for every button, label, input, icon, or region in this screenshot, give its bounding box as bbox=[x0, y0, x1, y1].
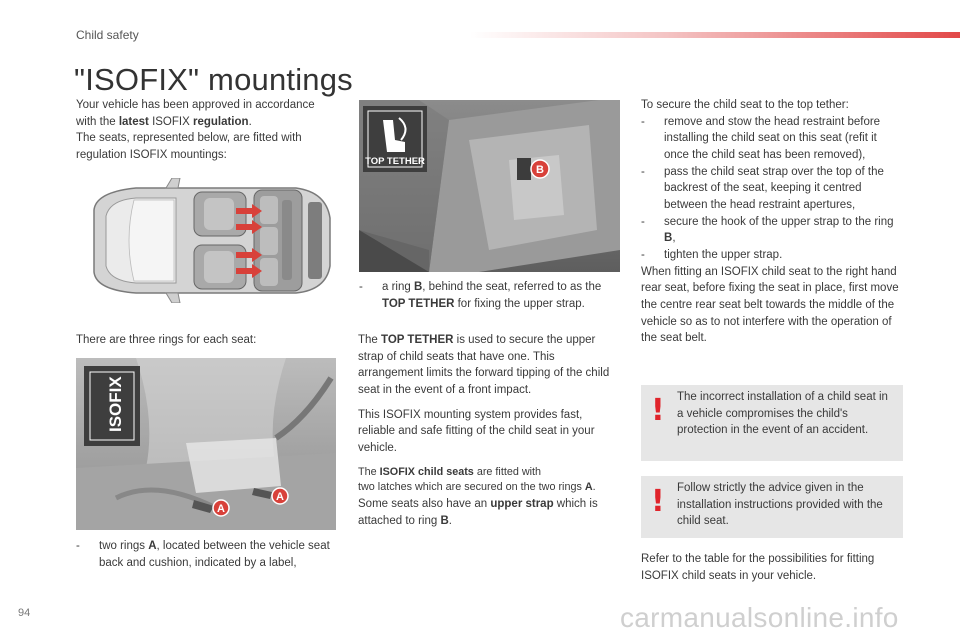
intro-line-2: with the latest ISOFIX regulation. bbox=[76, 115, 252, 128]
top-tether-instructions bbox=[641, 97, 903, 347]
page-number: 94 bbox=[18, 607, 31, 619]
child-seats-paragraph: The ISOFIX child seats are fitted with two latches which are secured on the two rings A. bbox=[358, 465, 596, 494]
section-title: Child safety bbox=[76, 28, 139, 42]
ring-b-marker: B bbox=[536, 164, 544, 176]
top-tether-block bbox=[358, 332, 613, 529]
ring-a-marker-1: A bbox=[217, 503, 225, 515]
ring-a-marker-2: A bbox=[276, 491, 284, 503]
car-top-view-illustration bbox=[76, 178, 338, 303]
intro-block bbox=[76, 97, 346, 164]
top-tether-paragraph: The TOP TETHER is used to secure the upper strap of child seats that have one. This arrangement limits the forward tipping of the child seat in the event of a front impact. bbox=[358, 334, 610, 397]
warning-box-2 bbox=[641, 476, 903, 538]
warning-text-1: The incorrect installation of a child seat in a vehicle compromises the child's protection in the event of an accident. bbox=[677, 391, 888, 437]
header-accent-bar bbox=[470, 32, 960, 38]
rings-intro: There are three rings for each seat: bbox=[76, 334, 257, 346]
step-3: - secure the hook of the upper strap to the ring B, bbox=[641, 215, 894, 245]
isofix-seat-photo bbox=[76, 358, 336, 530]
warning-icon: ! bbox=[651, 484, 665, 519]
instructions-intro: To secure the child seat to the top tether: bbox=[641, 99, 849, 111]
top-tether-label-text: TOP TETHER bbox=[365, 156, 425, 167]
item-rings-a: - two rings A, located between the vehicle seat back and cushion, indicated by a label, bbox=[76, 540, 330, 569]
warning-text-2: Follow strictly the advice given in the installation instructions provided with the child seat. bbox=[677, 482, 883, 528]
watermark: carmanualsonline.info bbox=[620, 602, 899, 633]
step-4: - tighten the upper strap. bbox=[641, 249, 783, 262]
intro-paragraph-2: The seats, represented below, are fitted with regulation ISOFIX mountings: bbox=[76, 132, 302, 162]
step-2: - pass the child seat strap over the top of the backrest of the seat, keeping it centred between the head restraint apertures, bbox=[641, 165, 884, 212]
intro-line-1: Your vehicle has been approved in accordance bbox=[76, 99, 315, 111]
warning-box-1 bbox=[641, 385, 903, 461]
top-tether-photo bbox=[359, 100, 620, 272]
warning-icon: ! bbox=[651, 393, 665, 428]
page-title: "ISOFIX" mountings bbox=[74, 62, 353, 97]
system-paragraph: This ISOFIX mounting system provides fast, reliable and safe fitting of the child seat in your vehicle. bbox=[358, 408, 595, 455]
fitting-paragraph: When fitting an ISOFIX child seat to the right hand rear seat, before fixing the seat in place, first move the centre rear seat belt towards the middle of the vehicle so as to not interfere with the operation of the seat belt. bbox=[641, 265, 899, 345]
upper-strap-paragraph: Some seats also have an upper strap which is attached to ring B. bbox=[358, 497, 598, 527]
isofix-label-text: ISOFIX bbox=[106, 376, 125, 432]
refer-paragraph: Refer to the table for the possibilities for fitting ISOFIX child seats in your vehicle. bbox=[641, 553, 875, 582]
step-1: - remove and stow the head restraint before installing the child seat on this seat (refit it once the child seat has been removed), bbox=[641, 115, 881, 162]
item-ring-b: - a ring B, behind the seat, referred to as the TOP TETHER for fixing the upper strap. bbox=[359, 281, 602, 310]
